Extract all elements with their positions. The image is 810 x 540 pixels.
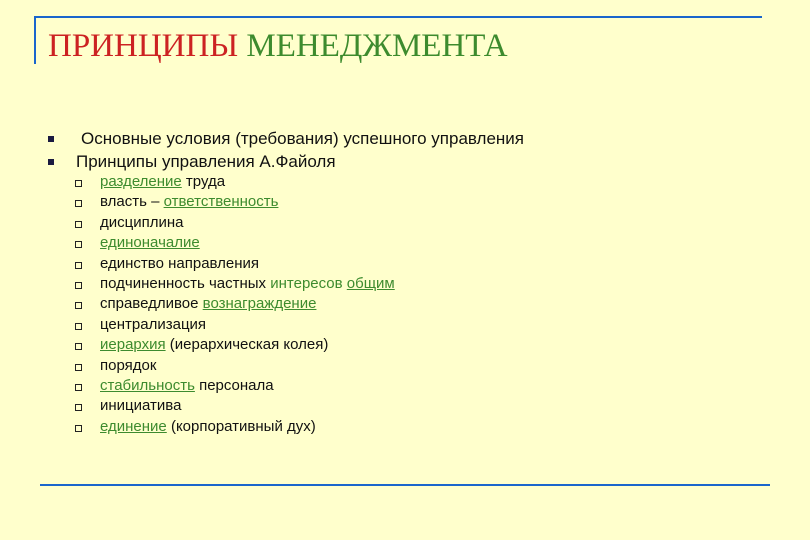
hollow-square-bullet-icon: [75, 323, 82, 330]
principle-link[interactable]: стабильность: [100, 376, 195, 394]
principle-text: [100, 274, 395, 294]
title-word-1: ПРИНЦИПЫ: [48, 28, 239, 64]
principle-segment: порядок: [100, 356, 157, 374]
principle-link[interactable]: единение: [100, 417, 167, 435]
bullet-text: Основные условия (требования) успешного управления: [81, 129, 525, 148]
hollow-square-bullet-icon: [75, 180, 82, 187]
hollow-square-bullet-icon: [75, 241, 82, 248]
hollow-square-bullet-icon: [75, 364, 82, 371]
principle-text: [100, 315, 206, 335]
principle-text: [100, 417, 316, 437]
left-divider-line: [34, 16, 36, 64]
principle-text: [100, 254, 259, 274]
hollow-square-bullet-icon: [75, 404, 82, 411]
principle-text: [100, 294, 316, 314]
principle-text: [100, 396, 181, 416]
principle-segment: (корпоративный дух): [166, 417, 316, 435]
hollow-square-bullet-icon: [75, 200, 82, 207]
principle-text: [100, 192, 278, 212]
hollow-square-bullet-icon: [75, 302, 82, 309]
principle-segment: централизация: [100, 315, 207, 333]
principle-segment: труда: [181, 173, 226, 190]
principle-text: [100, 233, 200, 253]
principle-segment: власть –: [100, 193, 164, 211]
principle-link[interactable]: иерархия: [100, 336, 166, 354]
principle-segment: дисциплина: [100, 213, 184, 231]
hollow-square-bullet-icon: [75, 282, 82, 289]
principle-link[interactable]: общим: [346, 274, 395, 292]
principle-text: [100, 356, 156, 376]
principle-text: [100, 376, 274, 396]
title-word-2: МЕНЕДЖМЕНТА: [246, 28, 508, 64]
top-divider-line: [34, 16, 762, 18]
bottom-divider-line: [40, 484, 770, 486]
principle-link[interactable]: ответственность: [163, 193, 279, 211]
principle-segment: (иерархическая колея): [165, 336, 329, 354]
hollow-square-bullet-icon: [75, 343, 82, 350]
hollow-square-bullet-icon: [75, 384, 82, 391]
principle-segment: справедливое: [100, 295, 203, 313]
principle-highlight: интересов: [270, 274, 343, 292]
principle-text: [100, 335, 328, 355]
principle-segment: подчиненность частных: [100, 274, 271, 292]
principle-segment: единство направления: [100, 254, 260, 272]
principle-link[interactable]: вознаграждение: [202, 295, 317, 313]
hollow-square-bullet-icon: [75, 221, 82, 228]
principle-text: [100, 213, 183, 233]
principle-link[interactable]: разделение: [100, 173, 182, 190]
principle-link[interactable]: единоначалие: [100, 234, 200, 252]
hollow-square-bullet-icon: [75, 262, 82, 269]
principle-text: [100, 172, 225, 192]
principle-segment: инициатива: [100, 397, 182, 415]
hollow-square-bullet-icon: [75, 425, 82, 432]
principle-segment: персонала: [194, 376, 274, 394]
page-title: [48, 26, 508, 66]
bullet-text: Принципы управления А.Файоля: [76, 152, 336, 171]
square-bullet-icon: [48, 159, 54, 165]
square-bullet-icon: [48, 136, 54, 142]
